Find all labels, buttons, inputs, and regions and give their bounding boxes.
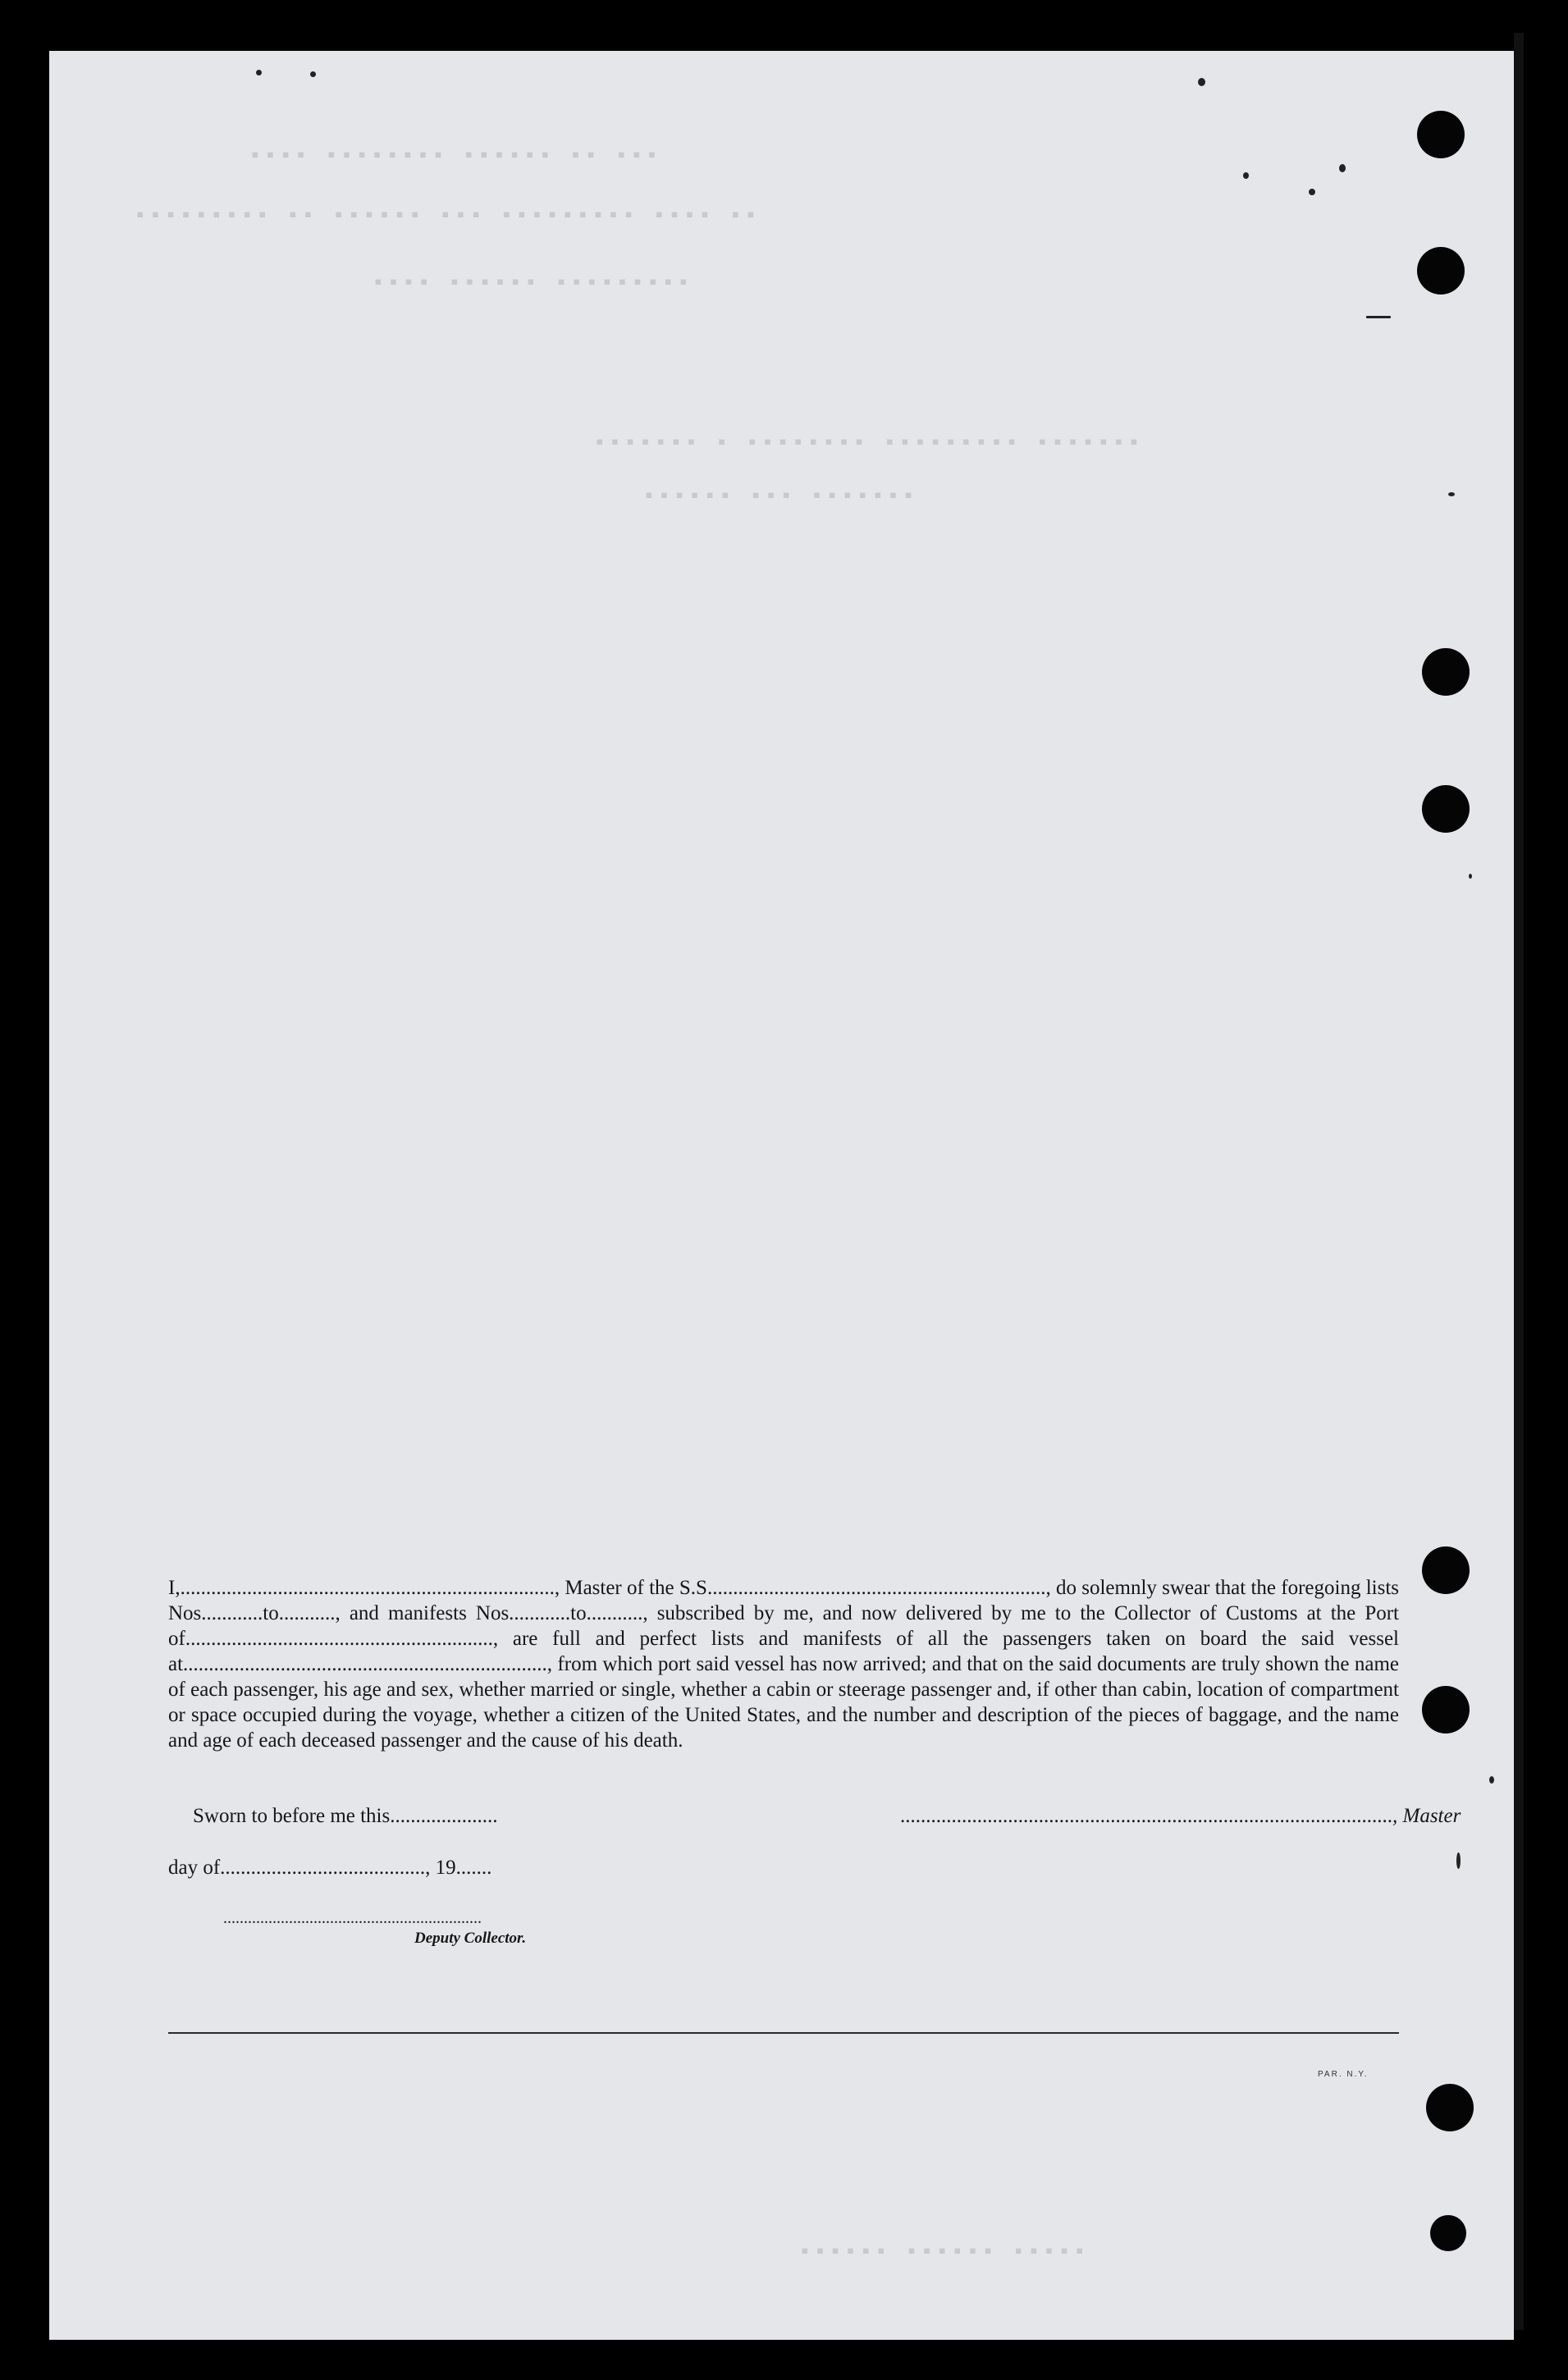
- bleed-through-text: ▪▪▪▪▪▪▪▪▪ ▪▪▪▪▪▪ ▪▪▪▪: [369, 271, 690, 295]
- speck: [1448, 492, 1455, 496]
- speck: [1489, 1776, 1494, 1784]
- punch-hole: [1426, 2084, 1474, 2131]
- printer-imprint: PAR. N.Y.: [1318, 2070, 1369, 2079]
- speck: [1198, 78, 1205, 86]
- bleed-through-text: ▪▪▪▪▪▪▪ ▪▪▪▪▪▪▪▪▪ ▪▪▪▪▪▪▪▪ ▪ ▪▪▪▪▪▪▪: [591, 431, 1141, 455]
- speck: [1456, 1852, 1461, 1869]
- document-page: [49, 51, 1514, 2340]
- deputy-collector-label: Deputy Collector.: [414, 1930, 527, 1947]
- sworn-before-label: Sworn to before me this.....................: [193, 1805, 498, 1827]
- speck: [1309, 189, 1315, 195]
- master-signature-dots: ................................................................................................: [900, 1805, 1392, 1827]
- oath-paragraph: I,........................................................................., Master of the S.S.................................................................., do solemnly swear that the foregoing lists Nos............to..........., and manifests Nos............to..........., subscribed by me, and now delivered by me to the Collector of Customs at the Port of............................................................, are full and perfect lists and manifests of all the passengers taken on board the said vessel at......................................................................., from which port said vessel has now arrived; and that on the said documents are truly shown the name of each passenger, his age and sex, whether married or single, whether a cabin or steerage passenger and, if other than cabin, location of compartment or space occupied during the voyage, whether a citizen of the United States, and the number and description of the pieces of baggage, and the name and age of each deceased passenger and the cause of his death.: [168, 1577, 1399, 1752]
- punch-hole: [1422, 785, 1470, 833]
- master-signature-line: [900, 1805, 1461, 1828]
- speck: [310, 71, 316, 77]
- bleed-through-text: ▪▪ ▪▪▪▪ ▪▪▪▪▪▪▪▪▪ ▪▪▪ ▪▪▪▪▪▪ ▪▪ ▪▪▪▪▪▪▪▪▪: [131, 203, 757, 228]
- master-label: , Master: [1392, 1805, 1461, 1827]
- day-of-label: day of........................................, 19.......: [168, 1857, 492, 1879]
- deputy-collector-line: ...............................................................: [223, 1909, 482, 1927]
- punch-hole: [1430, 2215, 1466, 2251]
- punch-hole: [1417, 247, 1465, 295]
- bleed-through-text: ▪▪▪▪▪▪▪ ▪▪▪ ▪▪▪▪▪▪: [640, 484, 915, 509]
- horizontal-rule: [168, 2032, 1399, 2034]
- speck: [256, 70, 262, 75]
- punch-hole: [1422, 1546, 1470, 1594]
- speck: [1243, 172, 1249, 179]
- page-edge: [1514, 33, 1524, 2330]
- speck: [1469, 874, 1472, 879]
- bleed-through-text: ▪▪▪ ▪▪ ▪▪▪▪▪▪ ▪▪▪▪▪▪▪▪ ▪▪▪▪: [246, 144, 659, 168]
- punch-hole: [1422, 1686, 1470, 1734]
- punch-hole: [1422, 648, 1470, 696]
- punch-hole: [1417, 111, 1465, 158]
- speck: [1366, 316, 1391, 318]
- bleed-through-text: ▪▪▪▪▪ ▪▪▪▪▪▪ ▪▪▪▪▪▪: [796, 2240, 1086, 2264]
- speck: [1339, 164, 1346, 172]
